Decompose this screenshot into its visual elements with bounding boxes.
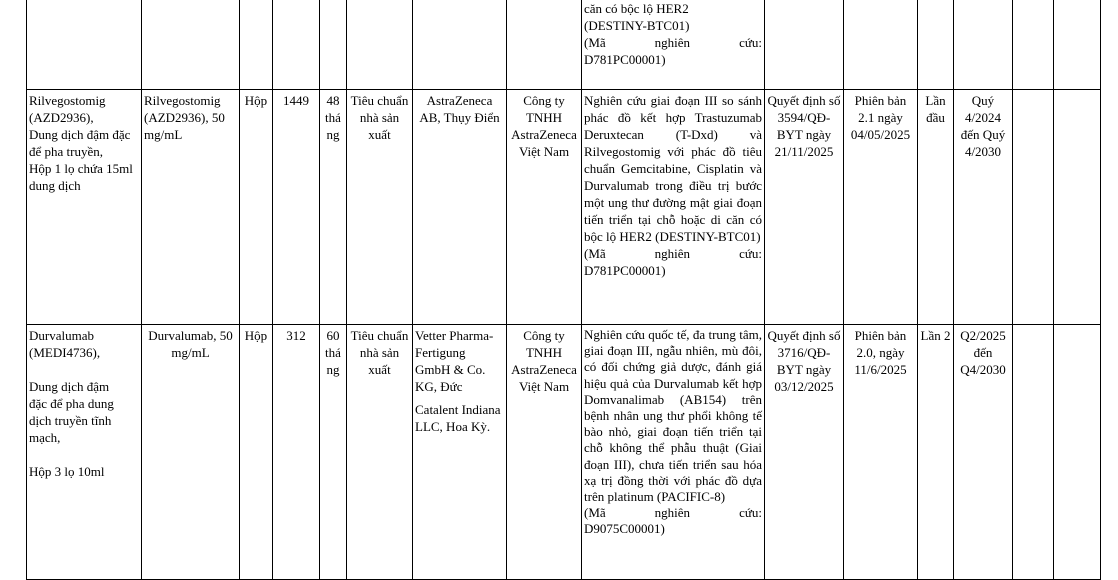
pack-cell: Hộp bbox=[240, 90, 273, 325]
quantity-cell: 1449 bbox=[273, 90, 320, 325]
study-code-label: (Mã nghiên cứu: bbox=[584, 246, 762, 261]
study-cell bbox=[582, 325, 765, 580]
period-cell bbox=[954, 0, 1013, 90]
company-cell: Công ty TNHH AstraZeneca Việt Nam bbox=[507, 90, 582, 325]
table-row bbox=[27, 325, 1101, 580]
manufacturer-cell: AstraZeneca AB, Thụy Điển bbox=[413, 90, 507, 325]
manufacturer-line: Catalent Indiana LLC, Hoa Kỳ. bbox=[415, 402, 501, 434]
quantity-cell: 312 bbox=[273, 325, 320, 580]
study-line: căn có bộc lộ HER2 bbox=[584, 1, 689, 16]
study-description: Nghiên cứu giai đoạn III so sánh phác đồ kết hợp Trastuzumab Deruxtecan (T-Dxd) và Rilvegostomig với phác đồ tiêu chuẩn Gemcitabine, Cisplatin và Durvalumab trong điều trị bước một ung thư đường mật giai đoạn tiến triển tại chỗ hoặc di căn có bộc lộ HER2 (DESTINY-BTC01) bbox=[584, 93, 762, 244]
pack-cell: Hộp bbox=[240, 325, 273, 580]
pack-cell bbox=[240, 0, 273, 90]
study-code: D781PC00001) bbox=[584, 52, 666, 67]
empty-cell bbox=[1013, 325, 1054, 580]
study-code: D9075C00001) bbox=[584, 521, 665, 537]
standard-cell: Tiêu chuẩn nhà sản xuất bbox=[347, 325, 413, 580]
study-cell bbox=[582, 90, 765, 325]
times-cell bbox=[918, 0, 954, 90]
company-cell: Công ty TNHH AstraZeneca Việt Nam bbox=[507, 325, 582, 580]
strength-cell: Rilvegostomig (AZD2936), 50 mg/mL bbox=[142, 90, 240, 325]
table-row bbox=[27, 90, 1101, 325]
product-name-cell: Durvalumab (MEDI4736), Dung dịch đậm đặc để pha dung dịch truyền tĩnh mạch, Hộp 3 lọ 10ml bbox=[27, 325, 142, 580]
product-name-cell bbox=[27, 0, 142, 90]
standard-cell bbox=[347, 0, 413, 90]
standard-cell: Tiêu chuẩn nhà sản xuất bbox=[347, 90, 413, 325]
study-description: Nghiên cứu quốc tế, đa trung tâm, giai đoạn III, ngẫu nhiên, mù đôi, có đối chứng giả dược, đánh giá hiệu quả của Durvalumab kết hợp Domvanalimab (AB154) trên bệnh nhân ung thư phổi không tế bào nhỏ, giai đoạn tiến triển tại chỗ không thể phẫu thuật (Giai đoạn III), chưa tiến triển sau hóa xạ trị đồng thời với phác đồ dựa trên platinum (PACIFIC-8) bbox=[584, 327, 762, 505]
strength-cell: Durvalumab, 50 mg/mL bbox=[142, 325, 240, 580]
study-code: D781PC00001) bbox=[584, 263, 666, 278]
registration-table bbox=[26, 0, 1101, 580]
empty-cell bbox=[1054, 90, 1101, 325]
study-line: (DESTINY-BTC01) bbox=[584, 18, 690, 33]
version-cell bbox=[844, 0, 918, 90]
manufacturer-line: Vetter Pharma-Fertigung GmbH & Co. KG, Đức bbox=[415, 328, 494, 394]
decision-cell: Quyết định số 3594/QĐ-BYT ngày 21/11/2025 bbox=[765, 90, 844, 325]
manufacturer-cell bbox=[413, 0, 507, 90]
version-cell: Phiên bản 2.0, ngày 11/6/2025 bbox=[844, 325, 918, 580]
empty-cell bbox=[1013, 0, 1054, 90]
strength-cell bbox=[142, 0, 240, 90]
decision-cell: Quyết định số 3716/QĐ-BYT ngày 03/12/2025 bbox=[765, 325, 844, 580]
study-cell bbox=[582, 0, 765, 90]
decision-cell bbox=[765, 0, 844, 90]
table-row bbox=[27, 0, 1101, 90]
product-name-cell: Rilvegostomig (AZD2936), Dung dịch đậm đặc để pha truyền, Hộp 1 lọ chứa 15ml dung dịch bbox=[27, 90, 142, 325]
times-cell: Lần 2 bbox=[918, 325, 954, 580]
times-cell: Lần đầu bbox=[918, 90, 954, 325]
study-code-label: (Mã nghiên cứu: bbox=[584, 505, 762, 521]
shelf-life-cell bbox=[320, 0, 347, 90]
version-cell: Phiên bản 2.1 ngày 04/05/2025 bbox=[844, 90, 918, 325]
study-code-label: (Mã nghiên cứu: bbox=[584, 35, 762, 50]
empty-cell bbox=[1054, 325, 1101, 580]
shelf-life-cell: 48 tháng bbox=[320, 90, 347, 325]
manufacturer-cell bbox=[413, 325, 507, 580]
empty-cell bbox=[1013, 90, 1054, 325]
shelf-life-cell: 60 tháng bbox=[320, 325, 347, 580]
company-cell bbox=[507, 0, 582, 90]
empty-cell bbox=[1054, 0, 1101, 90]
period-cell: Quý 4/2024 đến Quý 4/2030 bbox=[954, 90, 1013, 325]
quantity-cell bbox=[273, 0, 320, 90]
period-cell: Q2/2025 đến Q4/2030 bbox=[954, 325, 1013, 580]
